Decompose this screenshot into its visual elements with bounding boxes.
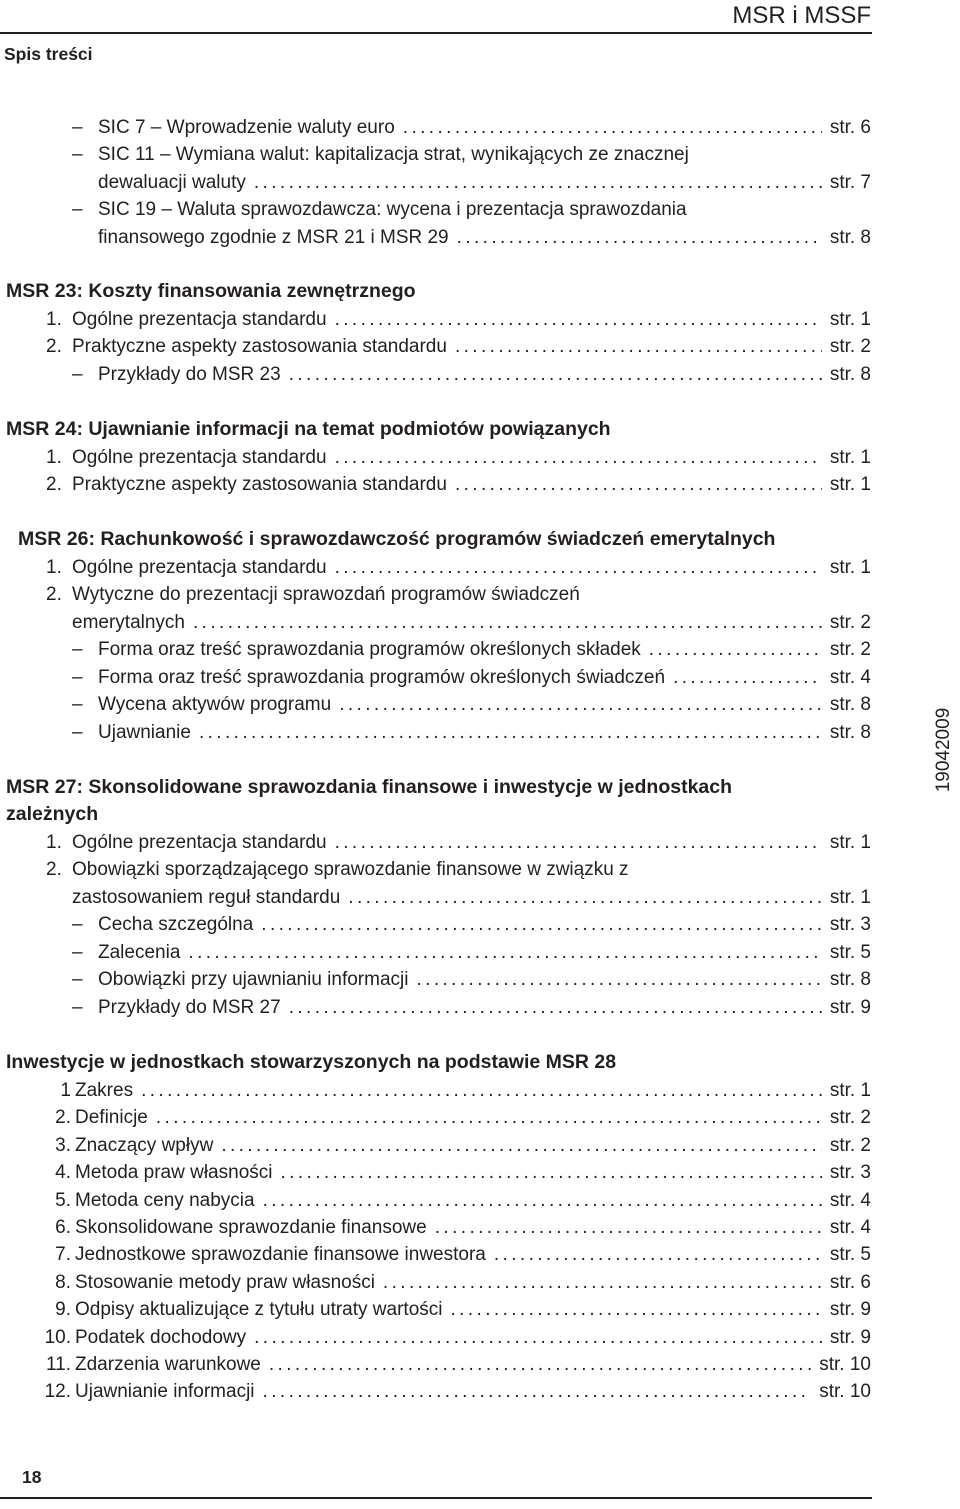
entry-title: Zalecenia	[98, 942, 181, 963]
entry-number: 1.	[46, 557, 62, 578]
page-ref: str. 8	[829, 722, 871, 743]
entry-title: Wycena aktywów programu	[98, 694, 332, 715]
toc-entry[interactable]	[72, 691, 871, 718]
dash-bullet: –	[72, 914, 83, 935]
entry-title: Ogólne prezentacja standardu	[72, 557, 327, 578]
dot-leader	[289, 361, 822, 388]
page-ref: str. 4	[829, 1217, 871, 1238]
entry-title: Praktyczne aspekty zastosowania standardu	[72, 474, 447, 495]
page-ref: str. 9	[829, 1326, 871, 1348]
page-ref: str. 3	[829, 1162, 871, 1184]
entry-number: 7.	[55, 1244, 71, 1266]
entry-title: dewaluacji waluty	[98, 172, 246, 193]
dot-leader	[494, 1241, 822, 1268]
entry-number: 1	[60, 1080, 71, 1101]
toc-entry[interactable]	[72, 719, 871, 746]
dot-leader	[416, 966, 821, 993]
page-ref: str. 10	[819, 1354, 871, 1375]
page-ref: str. 2	[829, 1107, 871, 1129]
dash-bullet: –	[72, 639, 83, 660]
dot-leader	[335, 554, 822, 581]
entry-title: Cecha szczególna	[98, 914, 254, 935]
entry-title: Znaczący wpływ	[75, 1134, 214, 1156]
entry-number: 2.	[46, 859, 62, 880]
toc-entry[interactable]	[72, 114, 871, 141]
page-ref: str. 4	[829, 667, 871, 688]
dot-leader	[289, 994, 822, 1021]
dot-leader	[348, 884, 822, 911]
toc-entry[interactable]	[36, 1077, 871, 1104]
toc-entry[interactable]	[36, 1378, 871, 1405]
dot-leader	[156, 1104, 822, 1131]
section-heading: MSR 26: Rachunkowość i sprawozdawczość programów świadczeń emerytalnych	[18, 528, 776, 550]
toc-entry[interactable]	[36, 1187, 871, 1214]
page-ref: str. 8	[829, 364, 871, 385]
page-ref: str. 8	[829, 227, 871, 248]
entry-number: 1.	[46, 309, 62, 330]
dash-bullet: –	[72, 722, 83, 743]
entry-number: 6.	[55, 1217, 71, 1238]
toc-entry[interactable]	[72, 966, 871, 993]
entry-title: Metoda praw własności	[75, 1162, 273, 1184]
dot-leader	[673, 664, 822, 691]
dot-leader	[254, 1324, 822, 1351]
section-heading: MSR 23: Koszty finansowania zewnętrznego	[6, 280, 416, 302]
page-ref: str. 4	[829, 1189, 871, 1211]
toc-entry[interactable]	[72, 141, 871, 168]
page-ref: str. 1	[829, 557, 871, 578]
dot-leader	[188, 939, 821, 966]
section-heading: Inwestycje w jednostkach stowarzyszonych na podstawie MSR 28	[6, 1051, 617, 1073]
toc-entry[interactable]	[46, 856, 871, 883]
page-ref: str. 9	[829, 1299, 871, 1321]
toc-entry[interactable]	[36, 1159, 871, 1186]
dot-leader	[221, 1132, 821, 1159]
entry-number: 2.	[46, 474, 62, 495]
entry-number: 2.	[46, 336, 62, 357]
toc-entry[interactable]	[36, 1132, 871, 1159]
page-ref: str. 3	[829, 914, 871, 935]
toc-entry[interactable]	[36, 1241, 871, 1268]
page-number: 18	[22, 1467, 42, 1487]
toc-entry[interactable]	[72, 911, 871, 938]
page-ref: str. 6	[829, 1271, 871, 1293]
entry-number: 8.	[55, 1271, 71, 1293]
dot-leader	[280, 1159, 821, 1186]
entry-title: zastosowaniem reguł standardu	[72, 887, 341, 908]
entry-title: SIC 19 – Waluta sprawozdawcza: wycena i prezentacja sprawozdania	[98, 199, 687, 220]
page-ref: str. 1	[829, 1080, 871, 1101]
entry-title: finansowego zgodnie z MSR 21 i MSR 29	[98, 227, 449, 248]
toc-entry-continuation[interactable]	[98, 224, 871, 251]
entry-title: Forma oraz treść sprawozdania programów określonych składek	[98, 639, 641, 660]
entry-number: 1.	[46, 832, 62, 853]
toc-entry[interactable]	[46, 306, 871, 333]
page-ref: str. 5	[829, 942, 871, 963]
page-ref: str. 1	[829, 309, 871, 330]
dot-leader	[339, 691, 822, 718]
entry-number: 11.	[45, 1354, 71, 1375]
page-ref: str. 1	[829, 474, 871, 495]
toc-entry-continuation[interactable]	[98, 169, 871, 196]
page-ref: str. 10	[819, 1381, 871, 1403]
dash-bullet: –	[72, 667, 83, 688]
dot-leader	[455, 333, 822, 360]
entry-title: emerytalnych	[72, 612, 185, 633]
toc-entry[interactable]	[36, 1351, 871, 1378]
entry-title: Ogólne prezentacja standardu	[72, 832, 327, 853]
toc-entry[interactable]	[36, 1214, 871, 1241]
toc-entry[interactable]	[36, 1324, 871, 1351]
dash-bullet: –	[72, 364, 83, 385]
page-ref: str. 1	[829, 887, 871, 908]
entry-title: Praktyczne aspekty zastosowania standardu	[72, 336, 447, 357]
entry-title: Obowiązki sporządzającego sprawozdanie finansowe w związku z	[72, 859, 629, 880]
entry-number: 9.	[55, 1299, 71, 1321]
toc-entry[interactable]	[72, 994, 871, 1021]
dot-leader	[403, 114, 822, 141]
toc-entry-continuation[interactable]	[72, 609, 871, 636]
entry-number: 1.	[46, 447, 62, 468]
entry-title: SIC 11 – Wymiana walut: kapitalizacja strat, wynikających ze znacznej	[98, 144, 689, 165]
section-heading: MSR 27: Skonsolidowane sprawozdania finansowe i inwestycje w jednostkach	[6, 776, 733, 798]
page-ref: str. 2	[829, 639, 871, 660]
page-ref: str. 1	[829, 447, 871, 468]
entry-title: Jednostkowe sprawozdanie finansowe inwestora	[75, 1244, 486, 1266]
dot-leader	[335, 444, 822, 471]
dot-leader	[141, 1077, 822, 1104]
section-label: Spis treści	[4, 44, 93, 64]
entry-title: Zdarzenia warunkowe	[75, 1354, 261, 1375]
toc-entry[interactable]	[72, 939, 871, 966]
entry-title: Ujawnianie informacji	[75, 1381, 255, 1403]
entry-number: 5.	[55, 1189, 71, 1211]
entry-title: Forma oraz treść sprawozdania programów określonych świadczeń	[98, 667, 666, 688]
toc-entry[interactable]	[72, 636, 871, 663]
entry-title: Ogólne prezentacja standardu	[72, 447, 327, 468]
page-ref: str. 9	[829, 997, 871, 1018]
dot-leader	[457, 224, 822, 251]
page-ref: str. 8	[829, 694, 871, 715]
dash-bullet: –	[72, 144, 83, 165]
entry-number: 10.	[44, 1326, 71, 1348]
entry-title: Metoda ceny nabycia	[75, 1189, 255, 1211]
toc-entry[interactable]	[36, 1104, 871, 1131]
section-heading-continuation: zależnych	[6, 803, 99, 825]
dot-leader	[263, 1187, 822, 1214]
dash-bullet: –	[72, 117, 83, 138]
toc-entry[interactable]	[46, 581, 871, 608]
entry-title: Wytyczne do prezentacji sprawozdań programów świadczeń	[72, 584, 580, 605]
dash-bullet: –	[72, 969, 83, 990]
dot-leader	[335, 306, 822, 333]
entry-number: 2.	[55, 1107, 71, 1129]
header-rule	[0, 32, 872, 34]
toc-entry[interactable]	[46, 471, 871, 498]
page-ref: str. 1	[829, 832, 871, 853]
page-ref: str. 2	[829, 1134, 871, 1156]
entry-title: Przykłady do MSR 27	[98, 997, 281, 1018]
entry-title: Podatek dochodowy	[75, 1326, 247, 1348]
entry-title: Odpisy aktualizujące z tytułu utraty wartości	[75, 1299, 443, 1321]
toc-entry[interactable]	[72, 196, 871, 223]
page-ref: str. 2	[829, 612, 871, 633]
page-ref: str. 5	[829, 1244, 871, 1266]
dot-leader	[649, 636, 822, 663]
dot-leader	[451, 1296, 822, 1323]
dot-leader	[455, 471, 822, 498]
page-ref: str. 6	[829, 117, 871, 138]
toc-entry[interactable]	[46, 444, 871, 471]
dot-leader	[193, 609, 822, 636]
entry-title: Obowiązki przy ujawnianiu informacji	[98, 969, 409, 990]
toc-entry[interactable]	[46, 829, 871, 856]
dash-bullet: –	[72, 997, 83, 1018]
dot-leader	[261, 911, 822, 938]
entry-title: Definicje	[75, 1107, 148, 1129]
entry-title: Skonsolidowane sprawozdanie finansowe	[75, 1217, 427, 1238]
document-code: 19042009	[933, 707, 954, 793]
dot-leader	[199, 719, 822, 746]
page-ref: str. 2	[829, 336, 871, 357]
dot-leader	[383, 1269, 822, 1296]
toc-entry-continuation[interactable]	[72, 884, 871, 911]
entry-title: Ujawnianie	[98, 722, 191, 743]
entry-number: 2.	[46, 584, 62, 605]
dot-leader	[263, 1378, 812, 1405]
entry-number: 12.	[44, 1381, 71, 1403]
dot-leader	[269, 1351, 811, 1378]
entry-title: Zakres	[75, 1080, 134, 1101]
dash-bullet: –	[72, 694, 83, 715]
dot-leader	[254, 169, 822, 196]
document-title: MSR i MSSF	[732, 2, 871, 29]
dash-bullet: –	[72, 942, 83, 963]
entry-title: SIC 7 – Wprowadzenie waluty euro	[98, 117, 395, 138]
page-ref: str. 7	[829, 172, 871, 193]
entry-number: 3.	[55, 1134, 71, 1156]
entry-title: Przykłady do MSR 23	[98, 364, 281, 385]
toc-entry[interactable]	[72, 664, 871, 691]
toc-entry[interactable]	[36, 1269, 871, 1296]
dot-leader	[435, 1214, 822, 1241]
page-ref: str. 8	[829, 969, 871, 990]
entry-title: Stosowanie metody praw własności	[75, 1271, 375, 1293]
entry-number: 4.	[55, 1162, 71, 1184]
dot-leader	[335, 829, 822, 856]
toc-entry[interactable]	[46, 333, 871, 360]
toc-entry[interactable]	[36, 1296, 871, 1323]
section-heading: MSR 24: Ujawnianie informacji na temat podmiotów powiązanych	[6, 418, 611, 440]
footer-rule	[0, 1497, 872, 1499]
entry-title: Ogólne prezentacja standardu	[72, 309, 327, 330]
dash-bullet: –	[72, 199, 83, 220]
toc-entry[interactable]	[72, 361, 871, 388]
toc-entry[interactable]	[46, 554, 871, 581]
